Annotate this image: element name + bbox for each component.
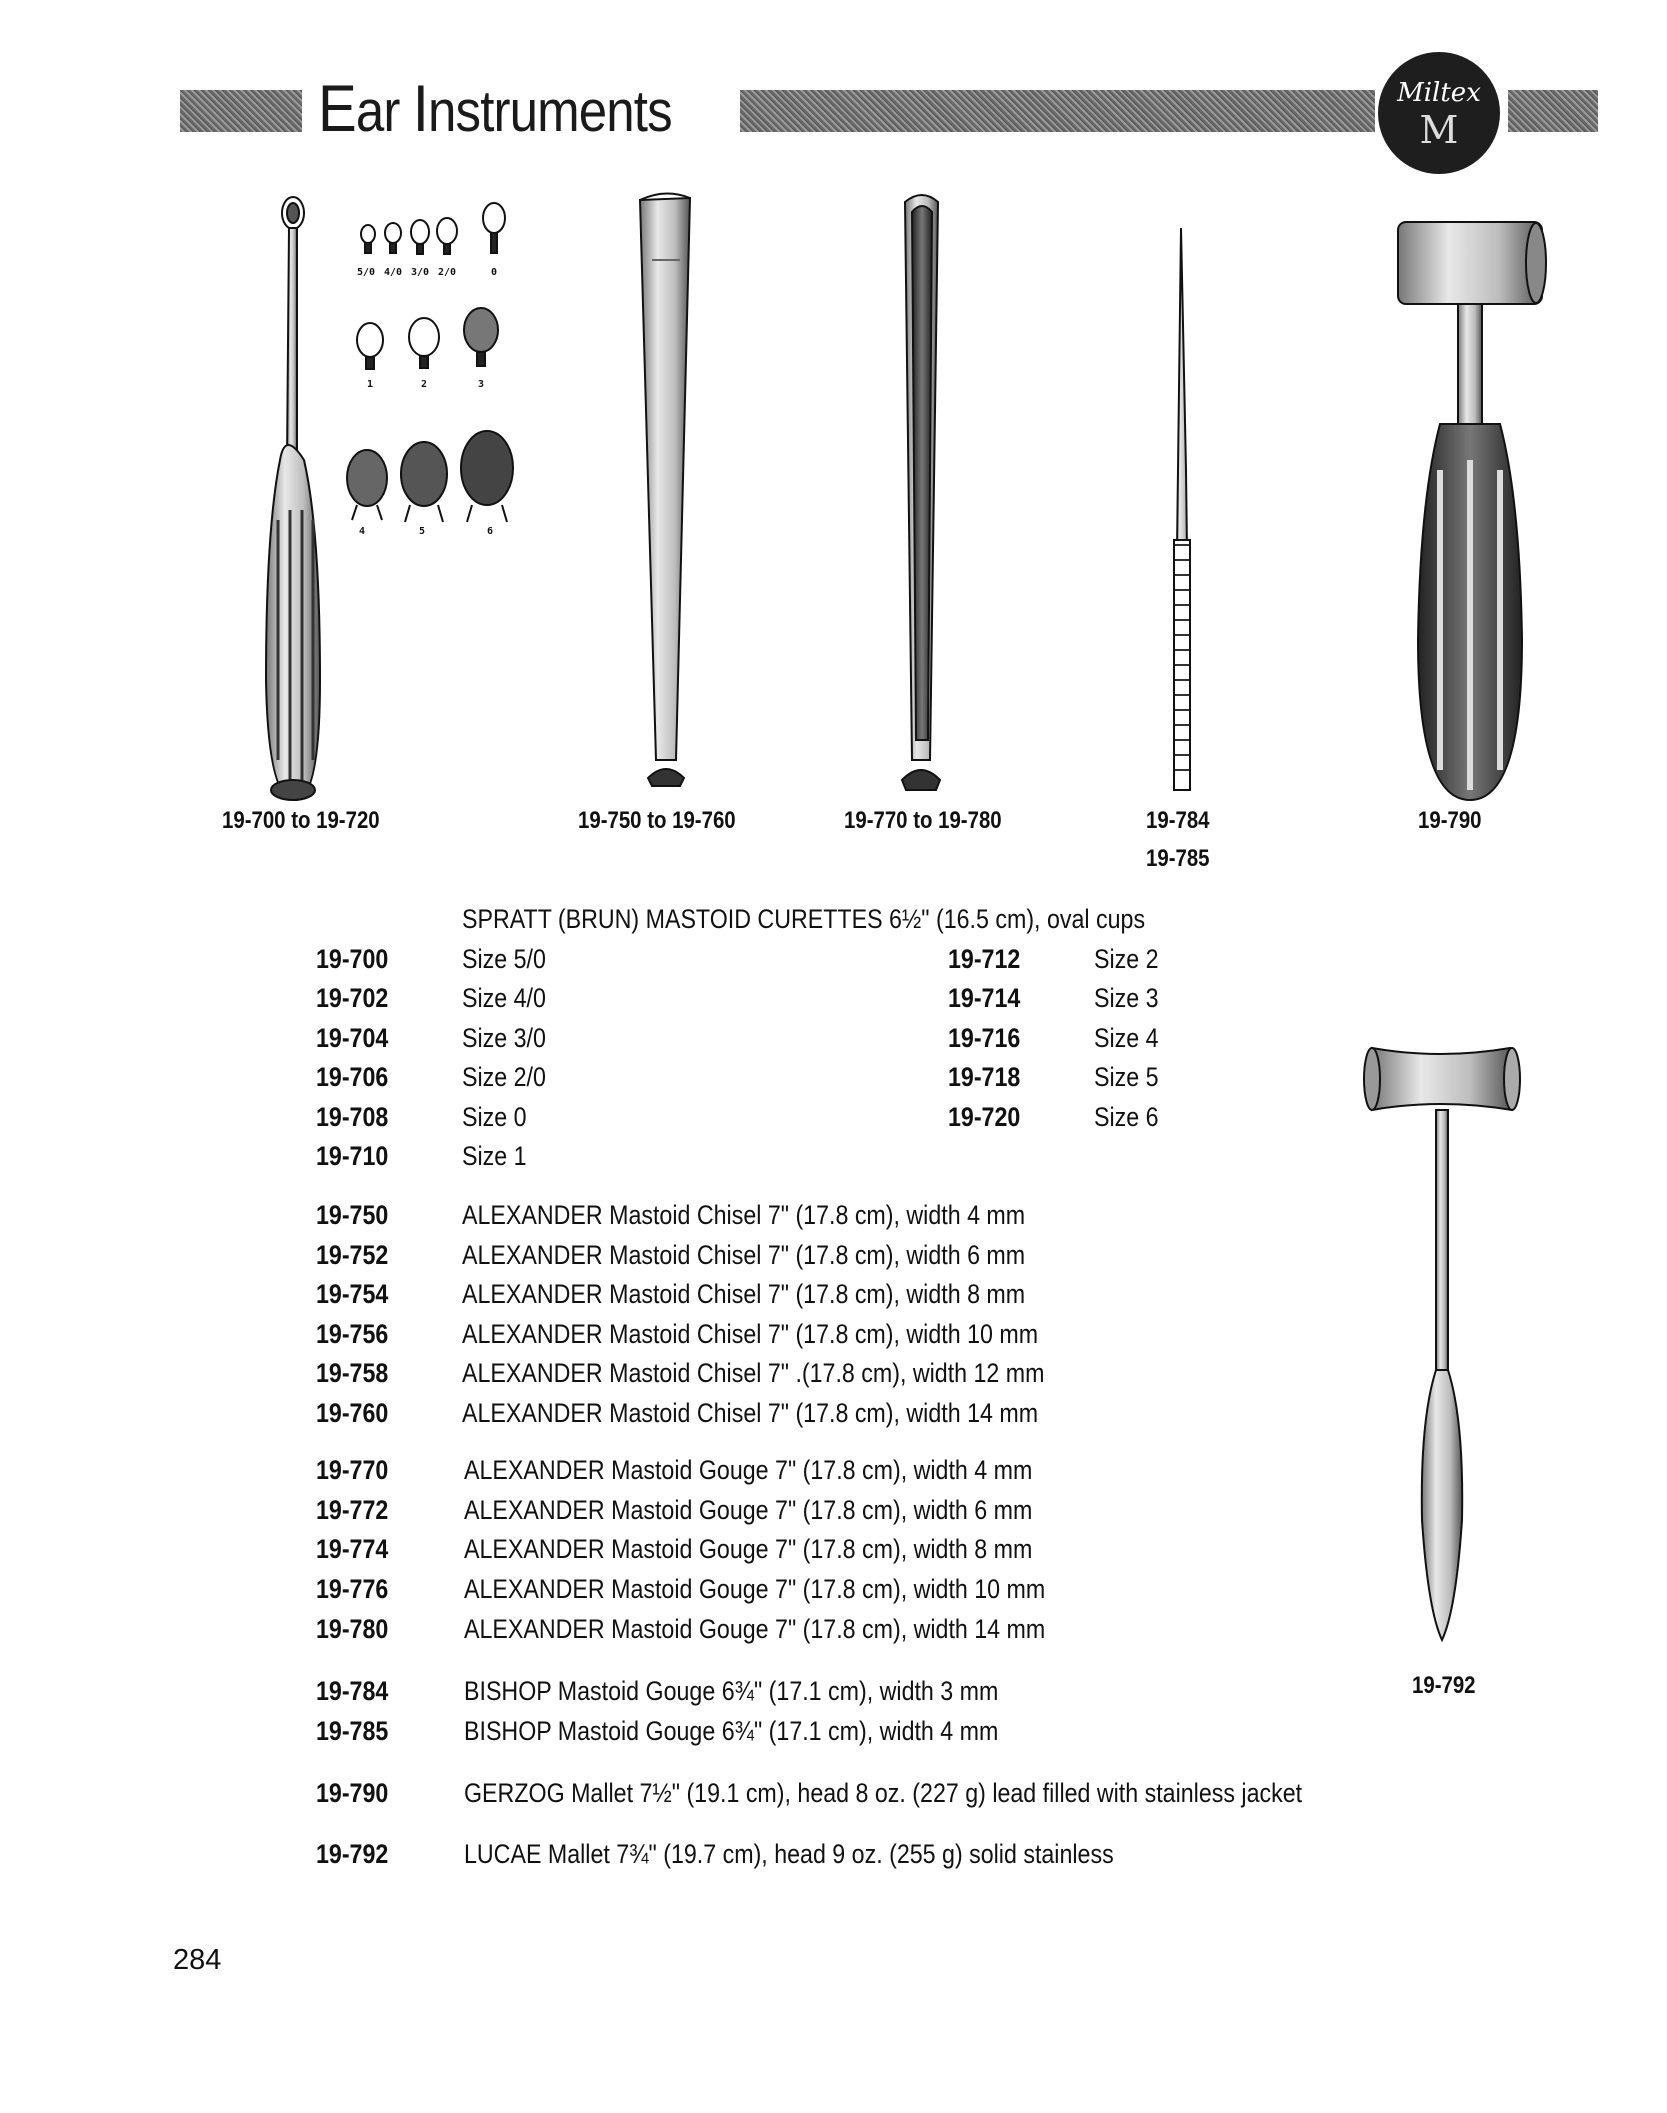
item-number: 19-750	[316, 1200, 389, 1230]
cup-size-label: 3/0	[410, 267, 430, 278]
item-description: Size 0	[462, 1102, 527, 1132]
item-description: BISHOP Mastoid Gouge 6¾" (17.1 cm), width 3 mm	[464, 1676, 999, 1706]
item-number: 19-772	[316, 1495, 389, 1525]
item-description: ALEXANDER Mastoid Chisel 7" (17.8 cm), width 14 mm	[462, 1398, 1039, 1428]
item-number: 19-702	[316, 983, 389, 1013]
figure-label-chisels: 19-750 to 19-760	[578, 807, 736, 834]
curettes-heading: SPRATT (BRUN) MASTOID CURETTES 6½" (16.5 cm), oval cups	[462, 904, 1146, 934]
item-description: Size 3	[1094, 983, 1159, 1013]
item-number: 19-712	[948, 944, 1021, 974]
alexander-chisel-drawing	[640, 193, 690, 786]
spratt-curette-drawing	[266, 197, 320, 800]
item-description: Size 3/0	[462, 1023, 546, 1053]
cup-size-label: 4	[358, 526, 366, 537]
item-number: 19-784	[316, 1676, 389, 1706]
figure-label-gouges: 19-770 to 19-780	[844, 807, 1002, 834]
item-number: 19-714	[948, 983, 1021, 1013]
item-number: 19-752	[316, 1240, 389, 1270]
item-description: Size 4/0	[462, 983, 546, 1013]
alexander-gouge-drawing	[902, 195, 940, 790]
item-number: 19-770	[316, 1455, 389, 1485]
page-title: Ear Instruments	[318, 71, 672, 145]
item-description: Size 2	[1094, 944, 1159, 974]
item-number: 19-706	[316, 1062, 389, 1092]
cup-size-label: 1	[366, 379, 374, 390]
item-number: 19-774	[316, 1534, 389, 1564]
item-number: 19-792	[316, 1839, 389, 1869]
item-description: Size 6	[1094, 1102, 1159, 1132]
figure-label-curettes: 19-700 to 19-720	[222, 807, 380, 834]
item-description: ALEXANDER Mastoid Gouge 7" (17.8 cm), width 14 mm	[464, 1614, 1046, 1644]
curette-cup-sizes	[347, 203, 513, 522]
item-description: GERZOG Mallet 7½" (19.1 cm), head 8 oz. (227 g) lead filled with stainless jacket	[464, 1778, 1303, 1808]
figure-label-lucae: 19-792	[1412, 1672, 1476, 1699]
cup-size-label: 5/0	[356, 267, 376, 278]
item-number: 19-720	[948, 1102, 1021, 1132]
gerzog-mallet-drawing	[1398, 222, 1546, 800]
item-description: BISHOP Mastoid Gouge 6¾" (17.1 cm), width 4 mm	[464, 1716, 999, 1746]
item-number: 19-758	[316, 1358, 389, 1388]
item-number: 19-780	[316, 1614, 389, 1644]
item-number: 19-718	[948, 1062, 1021, 1092]
item-number: 19-708	[316, 1102, 389, 1132]
figure-label-bishop-2: 19-785	[1146, 845, 1210, 872]
item-description: Size 2/0	[462, 1062, 546, 1092]
cup-size-label: 0	[490, 267, 498, 278]
item-description: ALEXANDER Mastoid Chisel 7" .(17.8 cm), width 12 mm	[462, 1358, 1045, 1388]
item-description: ALEXANDER Mastoid Chisel 7" (17.8 cm), width 6 mm	[462, 1240, 1026, 1270]
item-number: 19-710	[316, 1141, 389, 1171]
bishop-gouge-drawing	[1174, 228, 1190, 790]
item-number: 19-785	[316, 1716, 389, 1746]
item-description: ALEXANDER Mastoid Chisel 7" (17.8 cm), width 4 mm	[462, 1200, 1026, 1230]
cup-size-label: 3	[477, 379, 485, 390]
item-description: Size 1	[462, 1141, 527, 1171]
item-description: ALEXANDER Mastoid Gouge 7" (17.8 cm), width 8 mm	[464, 1534, 1033, 1564]
item-number: 19-790	[316, 1778, 389, 1808]
logo-script-text: Miltex	[1397, 78, 1481, 108]
item-description: ALEXANDER Mastoid Chisel 7" (17.8 cm), width 10 mm	[462, 1319, 1039, 1349]
item-description: ALEXANDER Mastoid Gouge 7" (17.8 cm), width 4 mm	[464, 1455, 1033, 1485]
cup-size-label: 5	[418, 526, 426, 537]
lucae-mallet-drawing	[1364, 1048, 1520, 1640]
cup-size-label: 2	[420, 379, 428, 390]
item-description: ALEXANDER Mastoid Chisel 7" (17.8 cm), width 8 mm	[462, 1279, 1026, 1309]
page-number: 284	[173, 1944, 222, 1976]
item-number: 19-760	[316, 1398, 389, 1428]
item-number: 19-716	[948, 1023, 1021, 1053]
logo-monogram: M	[1419, 108, 1459, 152]
cup-size-label: 2/0	[437, 267, 457, 278]
item-number: 19-754	[316, 1279, 389, 1309]
cup-size-label: 6	[486, 526, 494, 537]
item-description: Size 5	[1094, 1062, 1159, 1092]
item-number: 19-704	[316, 1023, 389, 1053]
item-description: LUCAE Mallet 7¾" (19.7 cm), head 9 oz. (255 g) solid stainless	[464, 1839, 1114, 1869]
item-description: ALEXANDER Mastoid Gouge 7" (17.8 cm), width 10 mm	[464, 1574, 1046, 1604]
item-number: 19-776	[316, 1574, 389, 1604]
item-number: 19-756	[316, 1319, 389, 1349]
figure-label-gerzog: 19-790	[1418, 807, 1482, 834]
item-description: Size 5/0	[462, 944, 546, 974]
item-description: ALEXANDER Mastoid Gouge 7" (17.8 cm), width 6 mm	[464, 1495, 1033, 1525]
item-number: 19-700	[316, 944, 389, 974]
figure-label-bishop-1: 19-784	[1146, 807, 1210, 834]
item-description: Size 4	[1094, 1023, 1159, 1053]
cup-size-label: 4/0	[383, 267, 403, 278]
